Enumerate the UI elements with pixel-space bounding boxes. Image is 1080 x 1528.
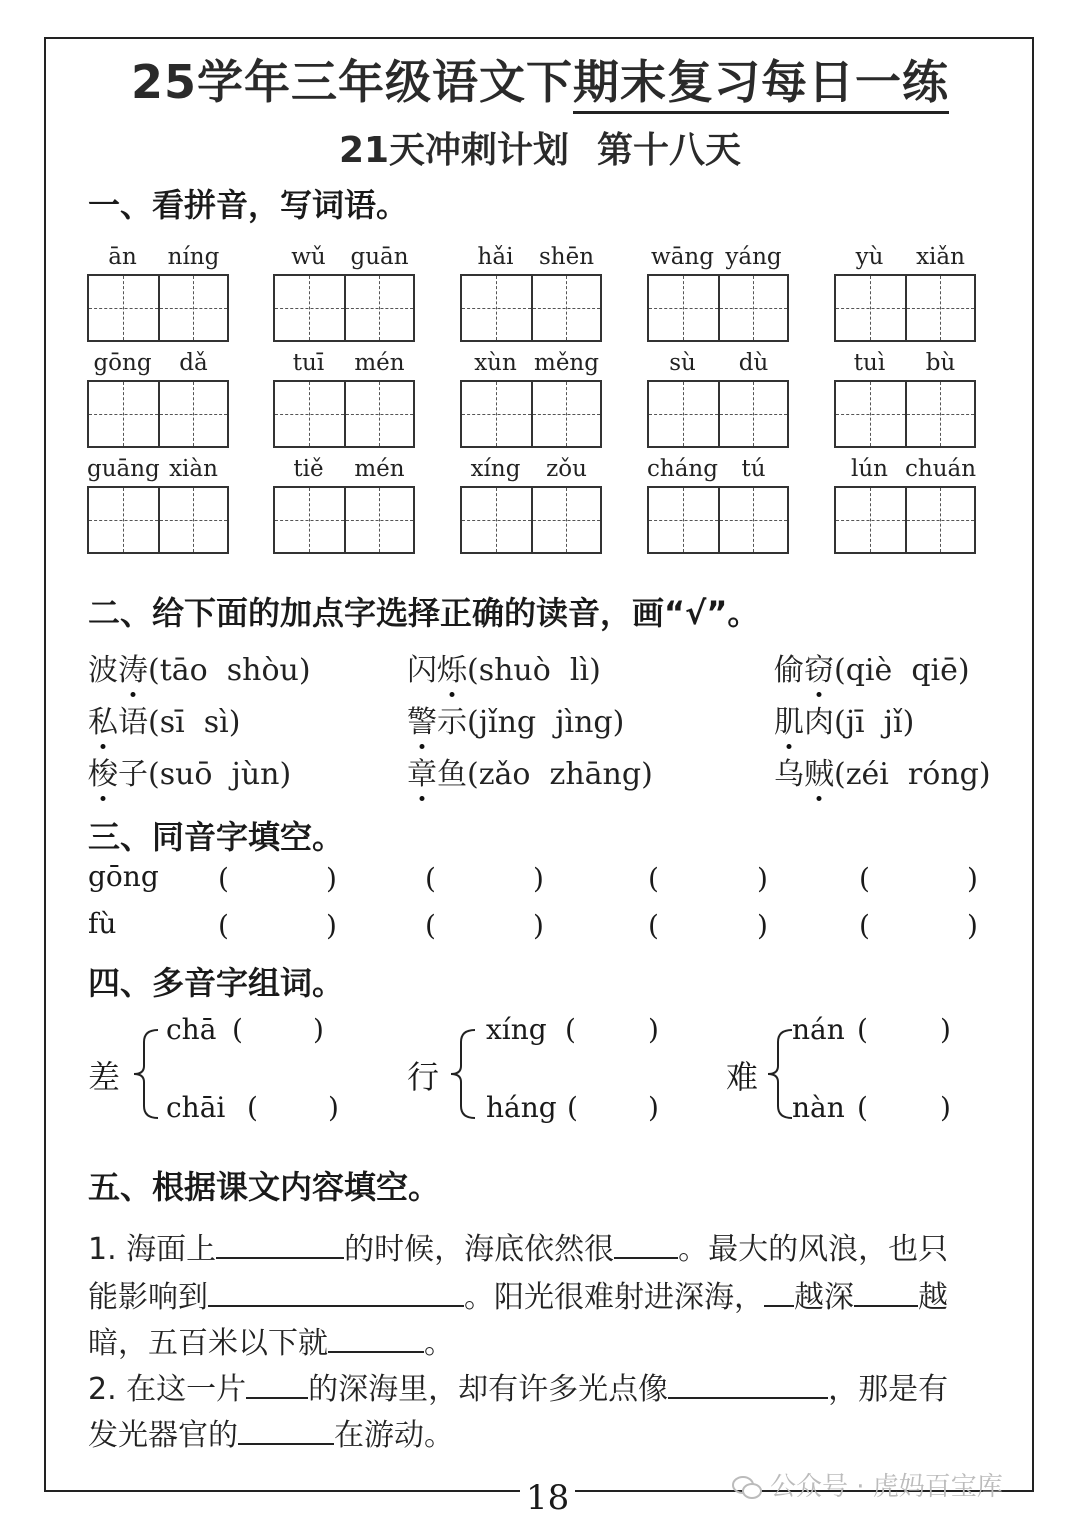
pinyin-word-cell — [273, 452, 415, 554]
homophone-pinyin-2: fù — [88, 907, 117, 940]
pinyin-word-cell — [87, 452, 229, 554]
wechat-icon — [732, 1475, 762, 1501]
tianzige-box[interactable] — [836, 276, 905, 340]
dotted-char: 章 — [407, 749, 437, 793]
paren-left: ( — [859, 909, 870, 942]
blank[interactable] — [854, 1277, 918, 1307]
section-4-heading: 四、多音字组词。 — [88, 964, 345, 1002]
tianzige-box[interactable] — [718, 382, 787, 446]
writing-boxes — [87, 486, 229, 554]
dotted-char: 涛 — [118, 645, 148, 689]
pinyin-label — [834, 346, 976, 380]
polyphone-reading: nán — [792, 1013, 845, 1046]
dotted-char: 贼 — [804, 749, 834, 793]
page-title — [0, 46, 1080, 112]
pinyin-syllable: gōng — [93, 350, 152, 376]
word-blank[interactable] — [265, 1091, 328, 1123]
pinyin-label — [647, 240, 789, 274]
paren-right: ) — [648, 1013, 659, 1046]
writing-boxes — [87, 380, 229, 448]
tianzige-box[interactable] — [462, 276, 531, 340]
tianzige-box[interactable] — [158, 382, 227, 446]
text: 发光器官的 — [88, 1418, 238, 1453]
pinyin-label — [273, 240, 415, 274]
blank[interactable] — [238, 1415, 334, 1445]
writing-boxes — [834, 380, 976, 448]
polyphone-reading: nàn — [792, 1091, 845, 1124]
blank[interactable] — [216, 1229, 344, 1259]
polyphone-reading: chāi — [166, 1091, 226, 1124]
fill-line-1 — [88, 1224, 948, 1268]
fill-line-2 — [88, 1272, 948, 1316]
pinyin-label — [460, 452, 602, 486]
word-char: 乌 — [774, 757, 804, 792]
dotted-char: 肌 — [774, 697, 804, 741]
watermark-text: 公众号 · 虎妈百宝库 — [770, 1472, 1003, 1502]
tianzige-box[interactable] — [531, 488, 600, 552]
text: 暗，五百米以下就 — [88, 1326, 328, 1361]
fill-line-5 — [88, 1410, 454, 1454]
homophone-pinyin-1: gōng — [88, 860, 159, 893]
word-char: 鱼 — [437, 757, 467, 792]
pinyin-syllable: xùn — [474, 350, 517, 376]
pinyin-label — [834, 240, 976, 274]
pinyin-label — [273, 346, 415, 380]
reading-choice — [774, 697, 914, 741]
pinyin-label — [273, 452, 415, 486]
dotted-char: 私 — [88, 697, 118, 741]
polyphone-reading: chā — [166, 1013, 217, 1046]
homophone-blank[interactable] — [238, 909, 326, 941]
homophone-blank[interactable] — [238, 862, 326, 894]
tianzige-box[interactable] — [905, 488, 974, 552]
paren-left: ( — [425, 909, 436, 942]
tianzige-box[interactable] — [158, 276, 227, 340]
tianzige-box[interactable] — [531, 382, 600, 446]
pinyin-options[interactable]: (jǐng jìng) — [467, 705, 625, 740]
homophone-blank[interactable] — [668, 909, 757, 941]
writing-boxes — [460, 274, 602, 342]
pinyin-syllable: měng — [534, 350, 599, 376]
tianzige-box[interactable] — [344, 382, 413, 446]
brace-icon — [445, 1026, 481, 1122]
pinyin-word-cell — [460, 240, 602, 342]
watermark — [732, 1466, 1003, 1503]
pinyin-options[interactable]: (qiè qiē) — [834, 653, 970, 688]
pinyin-syllable: níng — [167, 244, 220, 270]
title-part1: 25学年三年级语文下 — [130, 55, 573, 109]
word-char: 闪 — [407, 653, 437, 688]
tianzige-box[interactable] — [89, 276, 158, 340]
blank[interactable] — [668, 1369, 828, 1399]
word-char: 波 — [88, 653, 118, 688]
subtitle-plan: 21天冲刺计划 — [338, 130, 570, 171]
pinyin-options[interactable]: (sī sì) — [148, 705, 241, 740]
pinyin-label — [87, 346, 229, 380]
polyphone-char: 难 — [726, 1058, 759, 1096]
page-subtitle — [0, 122, 1080, 173]
tianzige-box[interactable] — [649, 488, 718, 552]
text: 的深海里，却有许多光点像 — [308, 1372, 669, 1407]
section-2-heading: 二、给下面的加点字选择正确的读音，画“√”。 — [88, 594, 760, 632]
pinyin-word-cell — [834, 240, 976, 342]
word-char: 示 — [437, 705, 467, 740]
writing-boxes — [460, 380, 602, 448]
tianzige-box[interactable] — [718, 488, 787, 552]
pinyin-word-cell — [87, 346, 229, 448]
reading-choice — [407, 749, 653, 793]
writing-boxes — [460, 486, 602, 554]
writing-boxes — [87, 274, 229, 342]
pinyin-options[interactable]: (zǎo zhāng) — [467, 757, 653, 792]
pinyin-syllable: mén — [354, 456, 405, 482]
pinyin-label — [834, 452, 976, 486]
brace-icon — [128, 1026, 164, 1122]
pinyin-word-cell — [647, 346, 789, 448]
pinyin-options[interactable]: (tāo shòu) — [148, 653, 311, 688]
writing-boxes — [647, 486, 789, 554]
tianzige-box[interactable] — [462, 382, 531, 446]
pinyin-options[interactable]: (jī jǐ) — [834, 705, 915, 740]
word-blank[interactable] — [585, 1091, 648, 1123]
pinyin-syllable: xiàn — [169, 456, 218, 482]
reading-choice — [88, 749, 291, 793]
pinyin-word-cell — [834, 452, 976, 554]
homophone-blank[interactable] — [668, 862, 757, 894]
dotted-char: 警 — [407, 697, 437, 741]
pinyin-syllable: dù — [738, 350, 769, 376]
tianzige-box[interactable] — [905, 382, 974, 446]
section-5-heading: 五、根据课文内容填空。 — [88, 1168, 441, 1206]
pinyin-word-cell — [87, 240, 229, 342]
tianzige-box[interactable] — [905, 276, 974, 340]
pinyin-word-cell — [647, 240, 789, 342]
tianzige-box[interactable] — [275, 276, 344, 340]
pinyin-syllable: yù — [855, 244, 884, 270]
paren-right: ) — [313, 1013, 324, 1046]
blank[interactable] — [764, 1277, 794, 1307]
tianzige-box[interactable] — [344, 488, 413, 552]
pinyin-options[interactable]: (shuò lì) — [467, 653, 601, 688]
page-number: 18 — [520, 1478, 575, 1518]
word-char: 偷 — [774, 653, 804, 688]
tianzige-box[interactable] — [718, 276, 787, 340]
pinyin-syllable: shēn — [538, 244, 595, 270]
pinyin-syllable: wāng — [651, 244, 714, 270]
word-blank[interactable] — [250, 1013, 313, 1045]
fill-line-4 — [88, 1364, 948, 1408]
dotted-char: 烁 — [437, 645, 467, 689]
word-char: 语 — [118, 705, 148, 740]
tianzige-box[interactable] — [89, 488, 158, 552]
fill-line-3 — [88, 1318, 454, 1362]
homophone-blank[interactable] — [445, 909, 533, 941]
paren-right: ) — [533, 862, 544, 895]
blank[interactable] — [328, 1323, 424, 1353]
reading-choice — [774, 645, 970, 689]
pinyin-syllable: tuī — [292, 350, 325, 376]
word-char: 子 — [118, 757, 148, 792]
paren-right: ) — [757, 862, 768, 895]
writing-boxes — [273, 380, 415, 448]
pinyin-label — [647, 346, 789, 380]
text: 越深 — [794, 1280, 854, 1315]
pinyin-syllable: wǔ — [291, 244, 326, 270]
paren-left: ( — [567, 1091, 578, 1124]
pinyin-syllable: tú — [741, 456, 766, 482]
paren-left: ( — [857, 1091, 868, 1124]
paren-left: ( — [218, 862, 229, 895]
paren-left: ( — [218, 909, 229, 942]
reading-choice — [88, 697, 240, 741]
text: 的时候，海底依然很 — [344, 1232, 615, 1267]
pinyin-options[interactable]: (zéi róng) — [834, 757, 991, 792]
reading-choice — [407, 645, 601, 689]
writing-boxes — [834, 274, 976, 342]
word-blank[interactable] — [875, 1091, 940, 1123]
text: 在游动。 — [334, 1418, 454, 1453]
writing-boxes — [647, 274, 789, 342]
subtitle-day: 第十八天 — [597, 130, 742, 171]
pinyin-syllable: lún — [851, 456, 888, 482]
pinyin-syllable: tuì — [853, 350, 886, 376]
tianzige-box[interactable] — [531, 276, 600, 340]
pinyin-syllable: sù — [669, 350, 696, 376]
polyphone-char: 行 — [407, 1058, 440, 1096]
polyphone-reading: xíng — [486, 1013, 547, 1046]
text: 。最大的风浪，也只 — [678, 1232, 949, 1267]
reading-choice — [88, 645, 311, 689]
dotted-char: 梭 — [88, 749, 118, 793]
tianzige-box[interactable] — [89, 382, 158, 446]
text: 1. 海面上 — [88, 1232, 217, 1267]
pinyin-label — [460, 240, 602, 274]
paren-right: ) — [940, 1013, 951, 1046]
homophone-blank[interactable] — [879, 862, 967, 894]
pinyin-syllable: bù — [925, 350, 956, 376]
pinyin-word-cell — [460, 346, 602, 448]
pinyin-syllable: guāng — [87, 456, 160, 482]
writing-boxes — [647, 380, 789, 448]
paren-left: ( — [859, 862, 870, 895]
blank[interactable] — [208, 1277, 464, 1307]
paren-right: ) — [757, 909, 768, 942]
tianzige-box[interactable] — [836, 488, 905, 552]
pinyin-syllable: yáng — [725, 244, 782, 270]
text: ，那是有 — [828, 1372, 949, 1407]
pinyin-syllable: zǒu — [546, 456, 587, 482]
pinyin-syllable: guān — [350, 244, 409, 270]
paren-right: ) — [326, 909, 337, 942]
writing-boxes — [273, 486, 415, 554]
tianzige-box[interactable] — [462, 488, 531, 552]
tianzige-box[interactable] — [836, 382, 905, 446]
pinyin-syllable: ān — [108, 244, 137, 270]
dotted-char: 窃 — [804, 645, 834, 689]
paren-left: ( — [232, 1013, 243, 1046]
paren-right: ) — [648, 1091, 659, 1124]
tianzige-box[interactable] — [649, 382, 718, 446]
text: 能影响到 — [88, 1280, 208, 1315]
paren-right: ) — [328, 1091, 339, 1124]
pinyin-word-cell — [834, 346, 976, 448]
paren-left: ( — [648, 909, 659, 942]
paren-right: ) — [967, 862, 978, 895]
title-part2: 期末复习每日一练 — [573, 55, 949, 114]
homophone-blank[interactable] — [879, 909, 967, 941]
polyphone-reading: háng — [486, 1091, 557, 1124]
pinyin-syllable: chuán — [905, 456, 977, 482]
pinyin-syllable: xiǎn — [916, 244, 965, 270]
pinyin-word-cell — [273, 240, 415, 342]
text: 。阳光很难射进深海， — [464, 1280, 764, 1315]
paren-right: ) — [533, 909, 544, 942]
pinyin-syllable: dǎ — [179, 350, 208, 376]
pinyin-label — [87, 452, 229, 486]
paren-right: ) — [967, 909, 978, 942]
pinyin-options[interactable]: (suō jùn) — [148, 757, 292, 792]
pinyin-syllable: cháng — [647, 456, 718, 482]
tianzige-box[interactable] — [158, 488, 227, 552]
text: 2. 在这一片 — [88, 1372, 247, 1407]
text: 越 — [918, 1280, 948, 1315]
word-char: 肉 — [804, 705, 834, 740]
text: 。 — [424, 1326, 454, 1361]
pinyin-label — [647, 452, 789, 486]
paren-right: ) — [326, 862, 337, 895]
paren-left: ( — [247, 1091, 258, 1124]
tianzige-box[interactable] — [275, 488, 344, 552]
homophone-blank[interactable] — [445, 862, 533, 894]
pinyin-word-cell — [460, 452, 602, 554]
paren-left: ( — [857, 1013, 868, 1046]
tianzige-box[interactable] — [649, 276, 718, 340]
pinyin-syllable: xíng — [470, 456, 521, 482]
tianzige-box[interactable] — [275, 382, 344, 446]
pinyin-word-cell — [647, 452, 789, 554]
pinyin-word-cell — [273, 346, 415, 448]
paren-left: ( — [648, 862, 659, 895]
polyphone-char: 差 — [88, 1058, 121, 1096]
pinyin-syllable: hǎi — [477, 244, 514, 270]
pinyin-label — [460, 346, 602, 380]
blank[interactable] — [614, 1229, 678, 1259]
pinyin-syllable: tiě — [293, 456, 324, 482]
section-3-heading: 三、同音字填空。 — [88, 818, 345, 856]
pinyin-label — [87, 240, 229, 274]
paren-left: ( — [425, 862, 436, 895]
paren-left: ( — [565, 1013, 576, 1046]
writing-boxes — [273, 274, 415, 342]
pinyin-syllable: mén — [354, 350, 405, 376]
word-blank[interactable] — [875, 1013, 940, 1045]
reading-choice — [774, 749, 991, 793]
reading-choice — [407, 697, 624, 741]
word-blank[interactable] — [583, 1013, 648, 1045]
blank[interactable] — [246, 1369, 308, 1399]
tianzige-box[interactable] — [344, 276, 413, 340]
writing-boxes — [834, 486, 976, 554]
paren-right: ) — [940, 1091, 951, 1124]
section-1-heading: 一、看拼音，写词语。 — [88, 186, 409, 224]
